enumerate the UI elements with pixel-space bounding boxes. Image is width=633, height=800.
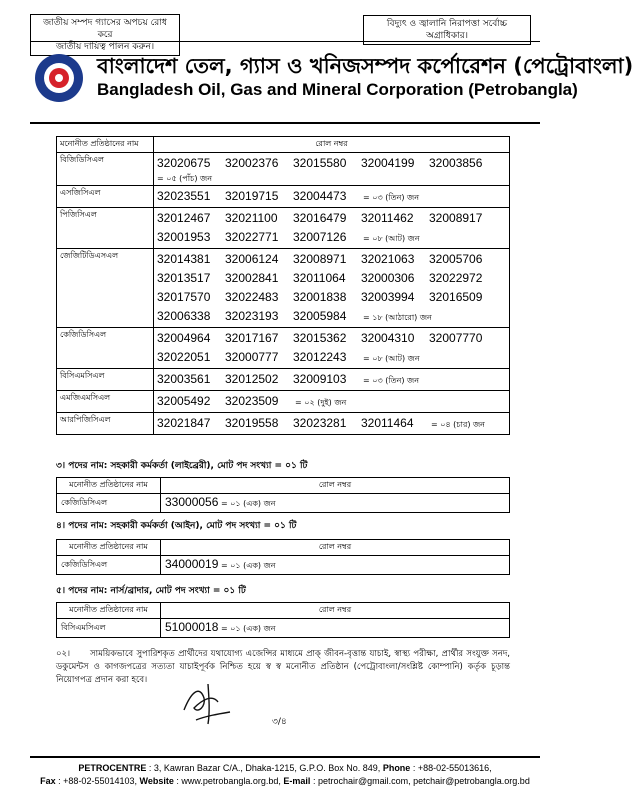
section-4-table — [56, 539, 510, 575]
row-count: = ০৮ (আট) জন — [363, 354, 420, 363]
roll-number: 32000306 — [361, 271, 415, 285]
roll-number: 32003856 — [429, 156, 483, 170]
footer-line-1 — [30, 762, 540, 775]
section-4-org: কেজিডিসিএল — [57, 556, 161, 575]
roll-number: 32020675 — [157, 156, 211, 170]
roll-number: 32022972 — [429, 271, 483, 285]
roll-number: 32002376 — [225, 156, 279, 170]
roll-table-row — [57, 391, 510, 413]
section-3-roll-header: রোল নম্বর — [161, 478, 510, 494]
footer — [30, 762, 540, 788]
roll-number: 32004964 — [157, 331, 211, 345]
roll-number: 32007770 — [429, 331, 483, 345]
roll-number: 32012502 — [225, 372, 279, 386]
roll-number: 32008971 — [293, 252, 347, 266]
roll-number: 32012467 — [157, 211, 211, 225]
signature — [178, 680, 238, 726]
org-name-english: Bangladesh Oil, Gas and Mineral Corporation (Petrobangla) — [97, 80, 578, 99]
roll-number: 32003994 — [361, 290, 415, 304]
roll-number: 32017167 — [225, 331, 279, 345]
roll-line — [157, 348, 506, 367]
org-name: এসজিসিএল — [57, 186, 154, 208]
roll-number: 32023509 — [225, 394, 279, 408]
roll-number: 32004199 — [361, 156, 415, 170]
roll-table — [56, 136, 510, 435]
note-text: সাময়িকভাবে সুপারিশকৃত প্রার্থীদের যথাযোগ্য এজেন্সির মাধ্যমে প্রাক্ জীবন-বৃত্তান্ত যাচাই, স্বাস্থ্য পরীক্ষা, প্রার্থীর সংযুক্ত সনদ, ডকুমেন্টস ও কাগজপত্রের সত্যতা যাচাইপূর্বক নিশ্চিত হয়ে স্ব স্ব মনোনীত প্রতিষ্ঠান (পেট্রোবাংলা/সংশ্লিষ্ট কোম্পানি) কর্তৃক চূড়ান্ত নিয়োগপত্র প্রদান করা হবে। — [56, 649, 510, 685]
row-count: = ০৮ (আট) জন — [363, 234, 420, 243]
roll-number: 32002841 — [225, 271, 279, 285]
roll-number: 32006124 — [225, 252, 279, 266]
left-slogan-line-2: জাতীয় দায়িত্ব পালন করুন। — [55, 42, 155, 52]
roll-number: 32023193 — [225, 309, 279, 323]
roll-number: 32001838 — [293, 290, 347, 304]
roll-numbers-cell — [154, 391, 510, 413]
roll-table-row — [57, 208, 510, 249]
roll-number: 32005706 — [429, 252, 483, 266]
section-4-roll: 34000019 — [165, 557, 219, 571]
footer-email-label: E-mail — [283, 776, 311, 786]
section-5-roll-header: রোল নম্বর — [161, 603, 510, 619]
roll-numbers-cell — [154, 328, 510, 369]
note-paragraph — [56, 648, 510, 687]
section-5-count: = ০১ (এক) জন — [220, 624, 276, 633]
footer-phone-label: Phone — [382, 763, 411, 773]
roll-number: 32019715 — [225, 189, 279, 203]
roll-table-row — [57, 153, 510, 186]
footer-website: : www.petrobangla.org.bd, — [173, 776, 284, 786]
roll-numbers-cell — [154, 153, 510, 186]
right-slogan: বিদ্যুৎ ও জ্বালানি নিরাপত্তা সর্বোচ্চ অগ্রাধিকার। — [386, 19, 508, 41]
roll-number: 32000777 — [225, 350, 279, 364]
roll-number: 32023551 — [157, 189, 211, 203]
roll-number: 32015580 — [293, 156, 347, 170]
roll-number: 32023281 — [293, 416, 347, 430]
roll-number: 32022051 — [157, 350, 211, 364]
roll-table-row — [57, 249, 510, 328]
roll-number: 32005492 — [157, 394, 211, 408]
roll-number: 32016479 — [293, 211, 347, 225]
roll-table-row — [57, 413, 510, 435]
org-name: কেজিডিসিএল — [57, 328, 154, 369]
section-4-org-header: মনোনীত প্রতিষ্ঠানের নাম — [57, 540, 161, 556]
roll-number: 32016509 — [429, 290, 483, 304]
section-3-org-header: মনোনীত প্রতিষ্ঠানের নাম — [57, 478, 161, 494]
roll-line — [157, 392, 506, 411]
roll-numbers-cell — [154, 369, 510, 391]
section-5-org: বিসিএমসিএল — [57, 619, 161, 638]
roll-number: 32004473 — [293, 189, 347, 203]
roll-table-header — [57, 137, 510, 153]
roll-table-row — [57, 186, 510, 208]
roll-numbers-cell — [154, 208, 510, 249]
footer-line-2 — [30, 775, 540, 788]
row-count: = ০৫ (পাঁচ) জন — [157, 174, 212, 183]
row-count: = ০৩ (তিন) জন — [363, 193, 419, 202]
section-3-org: কেজিডিসিএল — [57, 494, 161, 513]
footer-email: : petrochair@gmail.com, petchair@petrobangla.org.bd — [310, 776, 530, 786]
roll-number: 32007126 — [293, 230, 347, 244]
section-4-count: = ০১ (এক) জন — [220, 561, 276, 570]
row-count: = ১৮ (আঠারো) জন — [363, 313, 432, 322]
section-4-roll-header: রোল নম্বর — [161, 540, 510, 556]
roll-number: 32019558 — [225, 416, 279, 430]
roll-line — [157, 414, 506, 433]
org-name: এমজিএমসিএল — [57, 391, 154, 413]
roll-number: 32011464 — [361, 416, 414, 430]
roll-line — [157, 209, 506, 228]
roll-number: 32013517 — [157, 271, 211, 285]
footer-address: : 3, Kawran Bazar C/A., Dhaka-1215, G.P.O. Box No. 849, — [146, 763, 383, 773]
roll-line — [157, 154, 506, 173]
footer-website-label: Website — [139, 776, 174, 786]
roll-number: 32012243 — [293, 350, 347, 364]
left-slogan-line-1: জাতীয় সম্পদ গ্যাসের অপচয় রোধ করে — [43, 18, 167, 40]
roll-line — [157, 187, 506, 206]
roll-numbers-cell — [154, 413, 510, 435]
roll-number: 32014381 — [157, 252, 211, 266]
roll-line — [157, 250, 506, 269]
roll-line — [157, 228, 506, 247]
roll-number: 32001953 — [157, 230, 211, 244]
section-5-table — [56, 602, 510, 638]
roll-number: 32004310 — [361, 331, 415, 345]
note-number: ০২। — [56, 649, 71, 659]
roll-number: 32017570 — [157, 290, 211, 304]
roll-number: 32011064 — [293, 271, 346, 285]
row-count: = ০৪ (চার) জন — [431, 420, 485, 429]
roll-numbers-cell — [154, 249, 510, 328]
roll-line — [157, 269, 506, 288]
roll-number: 32003561 — [157, 372, 211, 386]
roll-number: 32021063 — [361, 252, 415, 266]
top-divider — [30, 41, 540, 42]
roll-numbers-cell — [154, 186, 510, 208]
footer-petrocentre-label: PETROCENTRE — [78, 763, 147, 773]
org-column-header: মনোনীত প্রতিষ্ঠানের নাম — [57, 137, 154, 153]
roll-number: 32008917 — [429, 211, 483, 225]
section-4-heading: ৪। পদের নাম: সহকারী কর্মকর্তা (আইন), মোট পদ সংখ্যা = ০১ টি — [56, 521, 297, 531]
footer-fax-label: Fax — [40, 776, 56, 786]
roll-table-row — [57, 328, 510, 369]
row-count: = ০২ (দুই) জন — [295, 398, 347, 407]
roll-number: 32022483 — [225, 290, 279, 304]
section-5-org-header: মনোনীত প্রতিষ্ঠানের নাম — [57, 603, 161, 619]
roll-table-row — [57, 369, 510, 391]
section-3-table — [56, 477, 510, 513]
page-number: ৩/৪ — [272, 717, 287, 727]
roll-line — [157, 288, 506, 307]
org-name: পিজিসিএল — [57, 208, 154, 249]
footer-fax: : +88-02-55014103, — [55, 776, 140, 786]
section-5-roll: 51000018 — [165, 620, 219, 634]
section-3-roll: 33000056 — [165, 495, 219, 509]
org-name: বিসিএমসিএল — [57, 369, 154, 391]
footer-phone: : +88-02-55013616, — [410, 763, 492, 773]
section-3-count: = ০১ (এক) জন — [220, 499, 276, 508]
roll-column-header: রোল নম্বর — [154, 137, 510, 153]
roll-line — [157, 307, 506, 326]
petrobangla-logo — [35, 54, 83, 102]
section-5-heading: ৫। পদের নাম: নার্স/ব্রাদার, মোট পদ সংখ্যা = ০১ টি — [56, 586, 246, 596]
roll-number: 32006338 — [157, 309, 211, 323]
footer-divider — [30, 756, 540, 758]
roll-line — [157, 329, 506, 348]
roll-number: 32015362 — [293, 331, 347, 345]
roll-number: 32009103 — [293, 372, 347, 386]
org-name-bangla: বাংলাদেশ তেল, গ্যাস ও খনিজসম্পদ কর্পোরেশন (পেট্রোবাংলা) — [97, 54, 633, 78]
row-count: = ০৩ (তিন) জন — [363, 376, 419, 385]
roll-number: 32005984 — [293, 309, 347, 323]
roll-number: 32021100 — [225, 211, 278, 225]
org-name: আরপিজিসিএল — [57, 413, 154, 435]
roll-number: 32022771 — [225, 230, 279, 244]
roll-line — [157, 370, 506, 389]
section-3-heading: ৩। পদের নাম: সহকারী কর্মকর্তা (লাইব্রেরী), মোট পদ সংখ্যা = ০১ টি — [56, 461, 308, 471]
org-name: বিজিডিসিএল — [57, 153, 154, 186]
org-name: জেজিটিডিএসএল — [57, 249, 154, 328]
roll-number: 32011462 — [361, 211, 414, 225]
header-divider — [30, 122, 540, 124]
roll-number: 32021847 — [157, 416, 211, 430]
